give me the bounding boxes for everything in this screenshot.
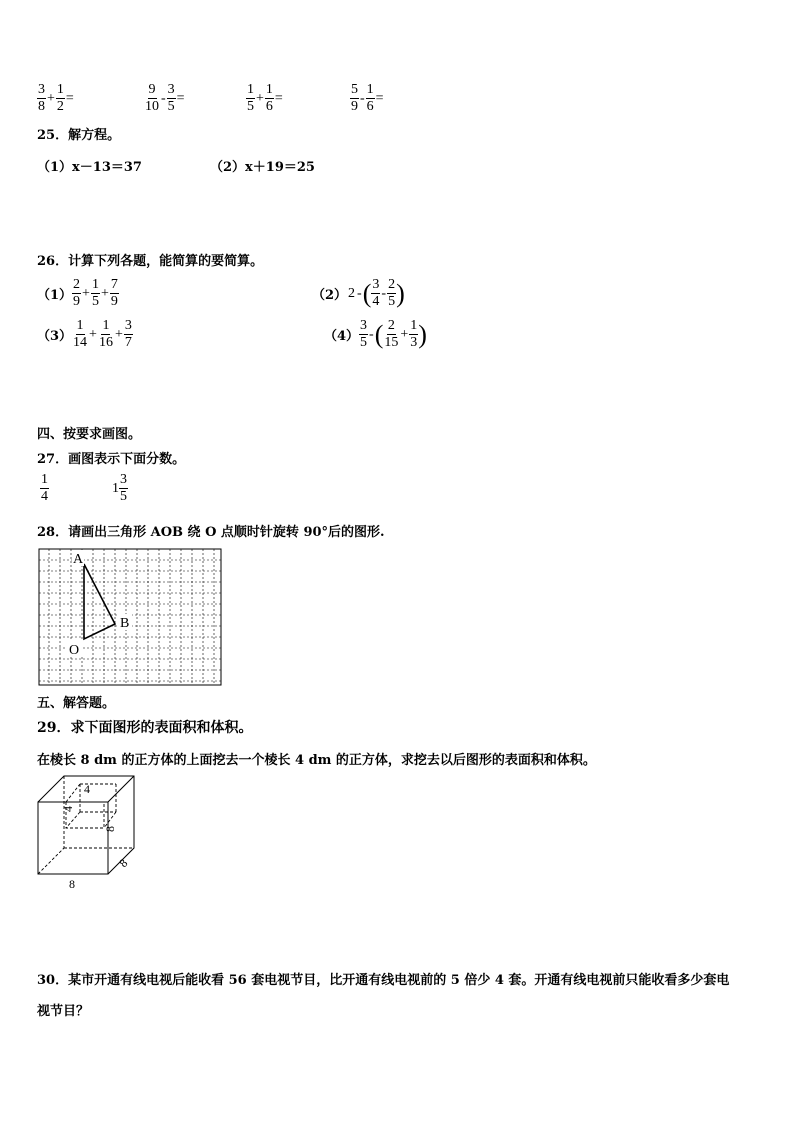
label-b: B (120, 616, 130, 631)
numerator: 3 (167, 82, 175, 97)
operator: + (82, 285, 90, 301)
problem-3 (37, 318, 133, 351)
question-28-title: 28．请画出三角形 AOB 绕 O 点顺时针旋转 90°后的图形. (37, 525, 385, 540)
fraction (387, 277, 396, 310)
denominator: 4 (41, 489, 48, 504)
operator: + (100, 285, 109, 301)
operator: + (400, 326, 409, 342)
denominator: 5 (247, 99, 254, 114)
denominator: 16 (98, 335, 113, 350)
close-paren: ) (396, 278, 405, 308)
question-29-title: 29．求下面图形的表面积和体积。 (37, 720, 253, 736)
question-26-title: 26．计算下列各题，能简算的要简算。 (37, 254, 264, 269)
numerator: 3 (120, 472, 127, 487)
fraction-exercise-1 (37, 78, 75, 115)
label-depth-edge: 8 (116, 855, 131, 871)
denominator: 14 (73, 335, 88, 350)
question-27-title: 27．画图表示下面分数。 (37, 452, 186, 467)
equals-sign: = (65, 90, 74, 106)
fraction-to-draw-2 (112, 472, 128, 505)
denominator: 7 (124, 335, 132, 350)
numerator: 1 (76, 318, 84, 333)
fraction (167, 82, 176, 115)
fraction (110, 277, 119, 310)
denominator: 9 (351, 99, 358, 114)
fraction (72, 277, 81, 310)
denominator: 15 (384, 335, 399, 350)
numerator: 1 (410, 318, 418, 333)
fraction-exercise-2 (144, 78, 186, 115)
section-5-heading: 五、解答题。 (37, 696, 116, 711)
denominator: 5 (360, 335, 368, 350)
numerator: 3 (372, 277, 380, 292)
numerator: 3 (38, 82, 45, 97)
problem-label: （1） (37, 288, 73, 303)
denominator: 9 (73, 294, 81, 309)
problem-label: （4） (324, 329, 360, 344)
operator: - (381, 285, 387, 301)
label-right-edge: 8 (103, 826, 117, 832)
question-25-title: 25．解方程。 (37, 128, 121, 143)
fraction (371, 277, 380, 310)
fraction (124, 318, 133, 351)
operator: + (47, 90, 55, 106)
fraction (37, 82, 46, 115)
denominator: 9 (110, 294, 118, 309)
operator: - (161, 90, 166, 106)
equals-sign: = (176, 90, 185, 106)
denominator: 5 (120, 489, 127, 504)
label-inner-side: 4 (61, 806, 75, 812)
numerator: 2 (73, 277, 81, 292)
numerator: 2 (387, 318, 395, 333)
denominator: 2 (56, 99, 64, 114)
fraction (56, 82, 65, 115)
label-o: O (69, 643, 80, 658)
fraction (366, 82, 375, 115)
operator: + (256, 90, 264, 106)
denominator: 5 (91, 294, 99, 309)
operator: - (369, 326, 374, 342)
denominator: 10 (145, 99, 159, 114)
open-paren: ( (374, 319, 384, 349)
fraction (144, 82, 160, 115)
triangle-aob (84, 564, 115, 639)
rotation-grid-diagram (38, 548, 222, 686)
fraction (265, 82, 274, 115)
problem-1 (37, 277, 119, 310)
denominator: 6 (366, 99, 374, 114)
numerator: 9 (148, 82, 156, 97)
fraction-exercise-4 (350, 78, 385, 115)
denominator: 5 (167, 99, 175, 114)
fraction (98, 318, 114, 351)
whole-number: 1 (112, 480, 119, 496)
fraction (409, 318, 418, 351)
cube-diagram (36, 774, 146, 892)
fraction-to-draw-1 (40, 472, 49, 505)
problem-4 (324, 318, 427, 351)
equation-2: （2）x＋19＝25 (210, 160, 315, 175)
fraction (383, 318, 399, 351)
numerator: 2 (388, 277, 396, 292)
number: 2 (348, 285, 356, 301)
numerator: 1 (247, 82, 254, 97)
question-30-line-1: 30．某市开通有线电视后能收看 56 套电视节目，比开通有线电视前的 5 倍少 4 套。开通有线电视前只能收看多少套电 (37, 973, 730, 988)
problem-label: （2） (312, 288, 348, 303)
fraction (119, 472, 128, 505)
question-30-line-2: 视节目？ (37, 1004, 90, 1019)
equation-1: （1）x－13＝37 (37, 160, 142, 175)
numerator: 1 (102, 318, 110, 333)
denominator: 6 (265, 99, 273, 114)
fraction (72, 318, 88, 351)
operator: + (114, 326, 123, 342)
numerator: 1 (41, 472, 48, 487)
fraction (350, 82, 359, 115)
operator: - (357, 285, 362, 301)
operator: + (89, 326, 97, 342)
close-paren: ) (418, 319, 427, 349)
fraction (246, 82, 255, 115)
denominator: 4 (372, 294, 380, 309)
fraction (40, 472, 49, 505)
section-4-heading: 四、按要求画图。 (37, 427, 142, 442)
open-paren: ( (362, 278, 372, 308)
problem-label: （3） (37, 329, 73, 344)
fraction-exercise-3 (246, 78, 284, 115)
denominator: 8 (38, 99, 45, 114)
numerator: 1 (366, 82, 374, 97)
numerator: 1 (56, 82, 64, 97)
label-a: A (73, 552, 84, 567)
label-inner-top: 4 (84, 782, 90, 796)
denominator: 3 (410, 335, 418, 350)
numerator: 3 (360, 318, 368, 333)
equals-sign: = (375, 90, 384, 106)
numerator: 1 (91, 277, 99, 292)
denominator: 5 (388, 294, 396, 309)
numerator: 7 (110, 277, 118, 292)
operator: - (360, 90, 365, 106)
fraction (359, 318, 368, 351)
numerator: 5 (351, 82, 358, 97)
numerator: 1 (265, 82, 273, 97)
question-29-description: 在棱长 8 dm 的正方体的上面挖去一个棱长 4 dm 的正方体，求挖去以后图形的表面积和体积。 (37, 753, 596, 768)
equals-sign: = (274, 90, 283, 106)
label-bottom-edge: 8 (69, 877, 75, 891)
numerator: 3 (124, 318, 132, 333)
fraction (91, 277, 100, 310)
problem-2 (312, 277, 405, 310)
